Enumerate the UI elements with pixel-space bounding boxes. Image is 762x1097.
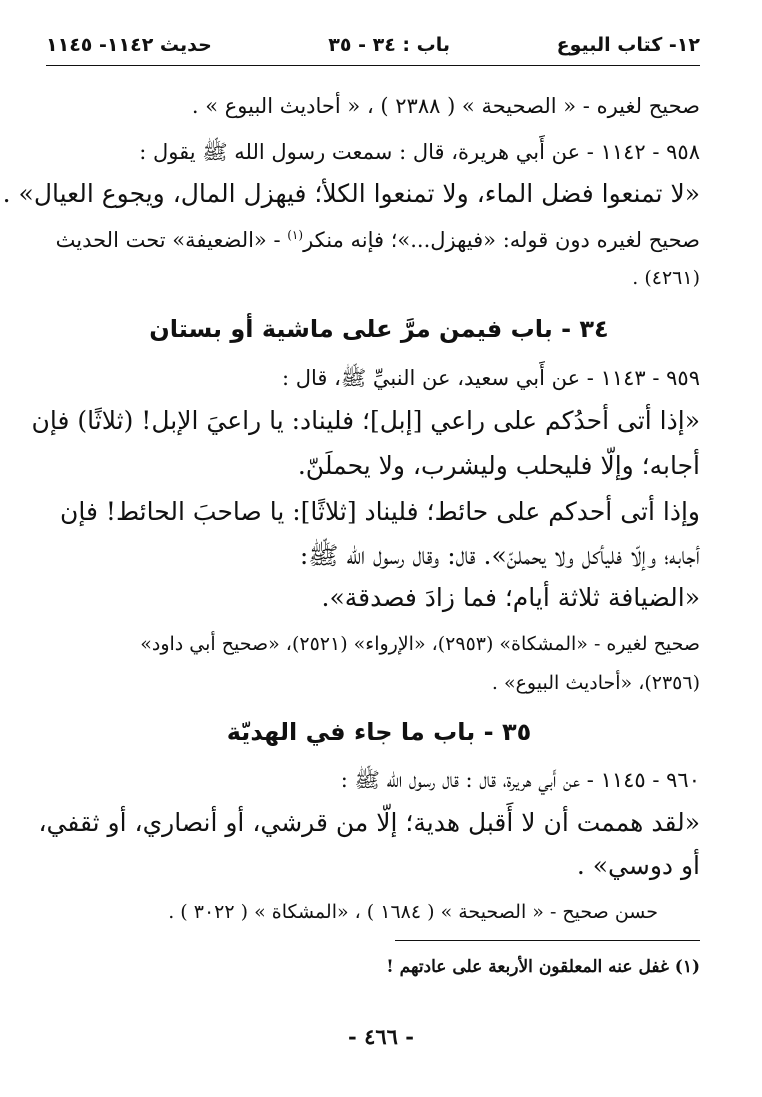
grading-line: (٢٣٥٦)، «أحاديث البيوع» . (491, 672, 700, 694)
grading-line: صحيح لغيره - «المشكاة» (٢٩٥٣)، «الإرواء» (٢٥٢١)، «صحيح أبي داود» (140, 633, 700, 655)
header-rule (46, 65, 700, 66)
hadith-intro-959: ٩٥٩ - ١١٤٣ - عن أَبي سعيد، عن النبيِّ ﷺ، قال : (281, 366, 700, 390)
grading-continuation: (٤٢٦١) . (632, 267, 700, 289)
grading-line (55, 228, 700, 252)
grading-text: - «الضعيفة» تحت الحديث (55, 228, 288, 252)
page-number: - ٤٦٦ - (348, 1024, 414, 1049)
running-header (46, 26, 700, 66)
footnote-marker: (١) (287, 228, 304, 242)
book-title: ١٢- كتاب البيوع (556, 34, 700, 56)
hadith-text-959: وإذا أتى أحدكم على حائط؛ فليناد [ثلاثًا]: يا صاحبَ الحائط! فإن (60, 497, 700, 526)
hadith-intro-960: ٩٦٠ - ١١٤٥ - عن أَبي هريرة، قال : قال رسول الله ﷺ : (340, 768, 700, 792)
hadith-text-959: «الضيافة ثلاثة أيام؛ فما زادَ فصدقة». (321, 583, 700, 612)
grading-text: صحيح لغيره دون قوله: «فيهزل...»؛ فإنه منكر (303, 228, 700, 252)
hadith-text-959: أجابه؛ وإلّا فليحلب وليشرب، ولا يحملَنّ. (297, 451, 700, 480)
hadith-range: حديث ١١٤٢- ١١٤٥ (46, 34, 212, 56)
hadith-text-959: أجابه؛ وإلّا فليأكل ولا يحملنّ». قال: وقال رسول الله ﷺ: (299, 541, 700, 570)
section-heading-34: ٣٤ - باب فيمن مرَّ على ماشية أو بستان (149, 315, 609, 343)
hadith-text-960: أو دوسي» . (576, 851, 700, 880)
hadith-intro-958: ٩٥٨ - ١١٤٢ - عن أَبي هريرة، قال : سمعت رسول الله ﷺ يقول : (139, 140, 700, 164)
section-heading-35: ٣٥ - باب ما جاء في الهديّة (226, 718, 532, 746)
footnote: (١) غفل عنه المعلقون الأربعة على عادتهم ! (386, 957, 700, 977)
hadith-text-960: «لقد هممت أن لا أَقبل هدية؛ إلّا من قرشي، أو أنصاري، أو ثقفي، (38, 808, 700, 837)
hadith-text-959: «إذا أتى أحدُكم على راعي [إبل]؛ فليناد: يا راعيَ الإبل! (ثلاثًا) فإن (31, 406, 700, 435)
grading-line: صحيح لغيره - « الصحيحة » ( ٢٣٨٨ ) ، « أحاديث البيوع » . (191, 94, 700, 118)
hadith-text-958: «لا تمنعوا فضل الماء، ولا تمنعوا الكلأ؛ فيهزل المال، ويجوع العيال» . (2, 179, 700, 208)
footnote-rule (395, 940, 700, 941)
chapter-range: باب : ٣٤ - ٣٥ (328, 34, 450, 56)
grading-line: حسن صحيح - « الصحيحة » ( ١٦٨٤ ) ، «المشكاة » ( ٣٠٢٢ ) . (168, 901, 658, 923)
